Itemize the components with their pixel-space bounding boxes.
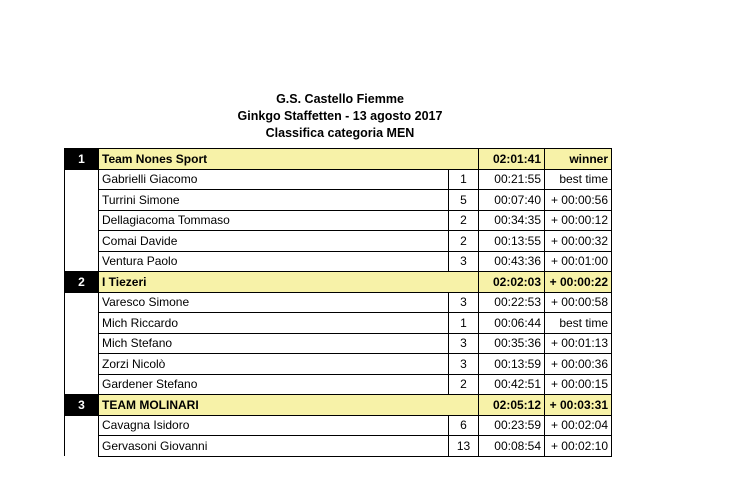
member-name: Gardener Stefano — [99, 374, 449, 395]
member-time: 00:21:55 — [479, 169, 545, 190]
member-gap: + 00:01:13 — [545, 333, 612, 354]
rank-spacer — [65, 231, 99, 252]
team-rank: 3 — [65, 395, 99, 416]
member-time: 00:07:40 — [479, 190, 545, 211]
member-row — [65, 333, 612, 354]
rank-spacer — [65, 436, 99, 457]
team-gap: + 00:00:22 — [545, 272, 612, 293]
member-name: Turrini Simone — [99, 190, 449, 211]
member-leg: 3 — [449, 251, 479, 272]
rank-spacer — [65, 354, 99, 375]
member-gap: + 00:01:00 — [545, 251, 612, 272]
member-time: 00:06:44 — [479, 313, 545, 334]
member-gap: + 00:00:56 — [545, 190, 612, 211]
rank-spacer — [65, 190, 99, 211]
member-row — [65, 169, 612, 190]
team-name: TEAM MOLINARI — [99, 395, 479, 416]
member-row — [65, 292, 612, 313]
member-name: Dellagiacoma Tommaso — [99, 210, 449, 231]
member-leg: 2 — [449, 210, 479, 231]
member-leg: 3 — [449, 354, 479, 375]
member-time: 00:43:36 — [479, 251, 545, 272]
team-time: 02:02:03 — [479, 272, 545, 293]
member-row — [65, 354, 612, 375]
event-title: Ginkgo Staffetten - 13 agosto 2017 — [237, 109, 443, 123]
team-row — [65, 272, 612, 293]
member-leg: 1 — [449, 169, 479, 190]
member-time: 00:35:36 — [479, 333, 545, 354]
member-row — [65, 190, 612, 211]
rank-spacer — [65, 333, 99, 354]
member-gap: + 00:02:04 — [545, 415, 612, 436]
member-gap: + 00:00:36 — [545, 354, 612, 375]
team-gap: winner — [545, 149, 612, 170]
member-name: Zorzi Nicolò — [99, 354, 449, 375]
member-leg: 2 — [449, 231, 479, 252]
rank-spacer — [65, 415, 99, 436]
rank-spacer — [65, 313, 99, 334]
member-name: Varesco Simone — [99, 292, 449, 313]
team-time: 02:01:41 — [479, 149, 545, 170]
member-leg: 13 — [449, 436, 479, 457]
member-leg: 2 — [449, 374, 479, 395]
member-gap: best time — [545, 313, 612, 334]
member-time: 00:34:35 — [479, 210, 545, 231]
team-gap: + 00:03:31 — [545, 395, 612, 416]
rank-spacer — [65, 210, 99, 231]
team-row — [65, 395, 612, 416]
member-row — [65, 251, 612, 272]
member-row — [65, 231, 612, 252]
member-row — [65, 313, 612, 334]
member-time: 00:13:55 — [479, 231, 545, 252]
member-row — [65, 436, 612, 457]
member-gap: best time — [545, 169, 612, 190]
member-name: Mich Stefano — [99, 333, 449, 354]
member-leg: 3 — [449, 333, 479, 354]
document-heading — [0, 91, 680, 142]
team-rank: 1 — [65, 149, 99, 170]
club-name: G.S. Castello Fiemme — [276, 92, 404, 106]
member-time: 00:23:59 — [479, 415, 545, 436]
member-name: Cavagna Isidoro — [99, 415, 449, 436]
member-leg: 1 — [449, 313, 479, 334]
member-leg: 3 — [449, 292, 479, 313]
member-time: 00:08:54 — [479, 436, 545, 457]
member-name: Mich Riccardo — [99, 313, 449, 334]
member-time: 00:13:59 — [479, 354, 545, 375]
member-time: 00:42:51 — [479, 374, 545, 395]
rank-spacer — [65, 251, 99, 272]
team-name: I Tiezeri — [99, 272, 479, 293]
results-table-body — [65, 149, 612, 457]
results-table — [64, 148, 612, 457]
member-leg: 5 — [449, 190, 479, 211]
member-row — [65, 415, 612, 436]
team-name: Team Nones Sport — [99, 149, 479, 170]
member-leg: 6 — [449, 415, 479, 436]
member-gap: + 00:00:12 — [545, 210, 612, 231]
member-gap: + 00:00:32 — [545, 231, 612, 252]
member-gap: + 00:02:10 — [545, 436, 612, 457]
rank-spacer — [65, 292, 99, 313]
rank-spacer — [65, 169, 99, 190]
member-time: 00:22:53 — [479, 292, 545, 313]
team-time: 02:05:12 — [479, 395, 545, 416]
member-row — [65, 374, 612, 395]
member-gap: + 00:00:58 — [545, 292, 612, 313]
member-row — [65, 210, 612, 231]
member-name: Gervasoni Giovanni — [99, 436, 449, 457]
member-name: Comai Davide — [99, 231, 449, 252]
team-rank: 2 — [65, 272, 99, 293]
member-name: Gabrielli Giacomo — [99, 169, 449, 190]
member-gap: + 00:00:15 — [545, 374, 612, 395]
team-row — [65, 149, 612, 170]
member-name: Ventura Paolo — [99, 251, 449, 272]
rank-spacer — [65, 374, 99, 395]
category-title: Classifica categoria MEN — [265, 126, 415, 140]
